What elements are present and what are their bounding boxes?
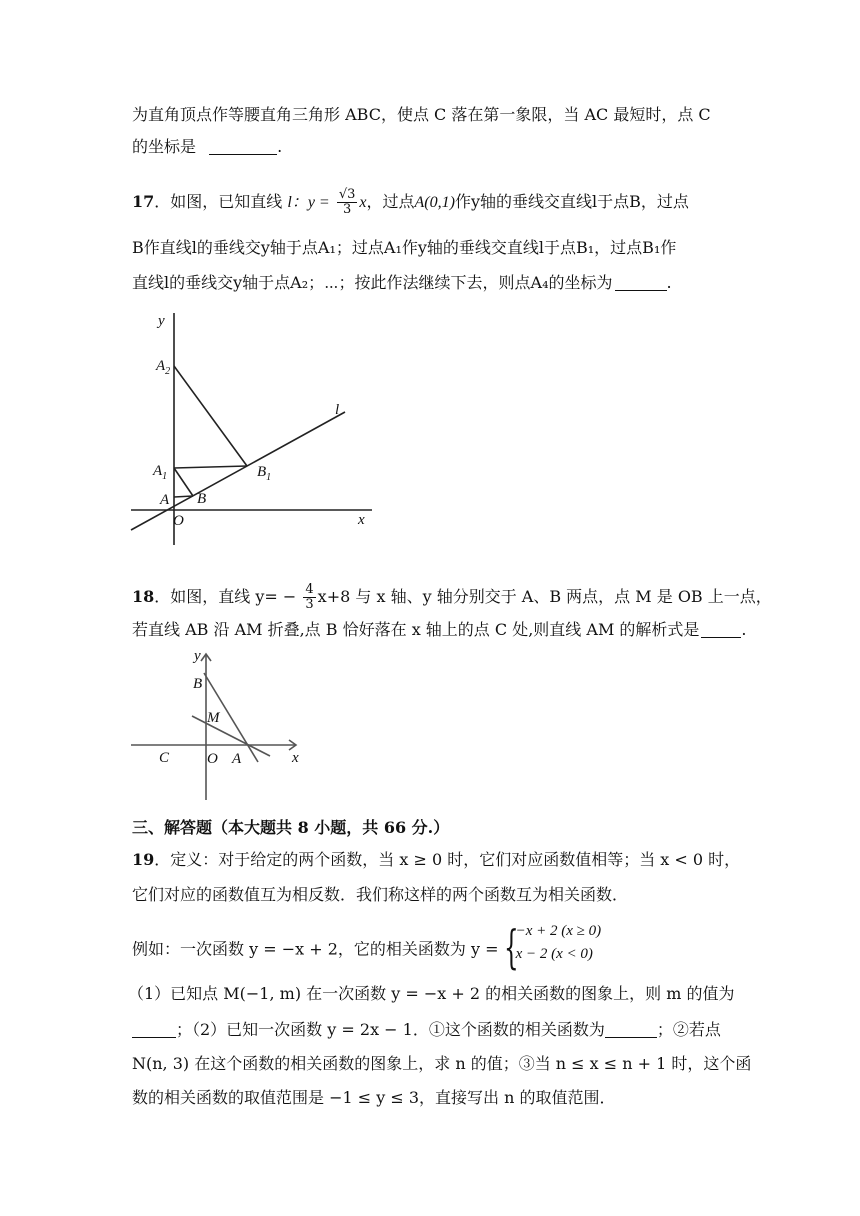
fraction-numerator: √3 <box>338 187 356 202</box>
label-y: y <box>158 313 165 329</box>
q16-line-2-prefix: 的坐标是 <box>132 137 197 156</box>
q16-line-1: 为直角顶点作等腰直角三角形 ABC，使点 C 落在第一象限，当 AC 最短时，点 C <box>132 105 711 124</box>
label-b: B <box>197 491 207 507</box>
question-number: 17 <box>132 192 155 211</box>
line-am <box>192 716 270 756</box>
fraction-denominator: 3 <box>305 597 314 612</box>
label-b1: $B_1$ <box>257 464 272 483</box>
label-o: O <box>173 513 184 529</box>
label-y: y <box>194 648 201 664</box>
label-x: x <box>358 512 365 528</box>
q19-line-3 <box>132 920 664 974</box>
q17-equation-var: x <box>359 194 367 211</box>
fraction-numerator: 4 <box>305 582 314 597</box>
q18-line-2-text: 若直线 AB 沿 AM 折叠,点 B 恰好落在 x 轴上的点 C 处,则直线 AM 的解析式是 <box>132 620 700 639</box>
q19-line-5 <box>132 1018 721 1042</box>
fraction-denominator: 3 <box>342 202 352 217</box>
q17-point-a: A(0,1) <box>414 194 455 211</box>
q17-line-2: B作直线l的垂线交y轴于点A₁；过点A₁作y轴的垂线交直线l于点B₁，过点B₁作 <box>132 238 677 257</box>
q19-example-text: 例如：一次函数 y = −x + 2，它的相关函数为 y = <box>132 939 499 959</box>
q19-line-2: 它们对应的函数值互为相反数．我们称这样的两个函数互为相关函数． <box>132 885 629 904</box>
q19-line-5-b: ；②若点 <box>656 1020 721 1039</box>
label-b: B <box>193 676 203 692</box>
case-2: x − 2 (x < 0) <box>515 946 593 962</box>
label-l: l <box>335 402 340 418</box>
case-1: −x + 2 (x ≥ 0) <box>515 923 602 939</box>
q17-line-3-end: . <box>666 273 672 292</box>
q19-line-7: 数的相关函数的取值范围是 −1 ≤ y ≤ 3，直接写出 n 的取值范围． <box>132 1088 616 1107</box>
label-a: A <box>160 492 170 508</box>
q16-line-2-suffix: . <box>277 137 283 156</box>
label-m: M <box>207 710 220 726</box>
q19-line-6: N(n, 3) 在这个函数的相关函数的图象上，求 n 的值；③当 n ≤ x ≤ n + 1 时，这个函 <box>132 1054 752 1073</box>
q19-line-1 <box>132 848 740 872</box>
q17-text-b: ，过点 <box>366 192 415 211</box>
label-x: x <box>292 750 299 766</box>
q18-text-b: x+8 与 x 轴、y 轴分别交于 A、B 两点，点 M 是 OB 上一点， <box>317 587 772 606</box>
label-o: O <box>207 751 218 767</box>
q19-line-1-text: ．定义：对于给定的两个函数，当 x ≥ 0 时，它们对应函数值相等；当 x < 0 时， <box>154 850 741 869</box>
q18-text-a: ．如图，直线 y= − <box>154 587 297 606</box>
answer-blank <box>605 1021 657 1038</box>
q17-equation-lhs: l：y = <box>287 194 330 211</box>
label-a2: $A_2$ <box>156 358 171 377</box>
q17-text-c: 作y轴的垂线交直线l于点B，过点 <box>454 192 689 211</box>
q19-line-4: （1）已知点 M(−1, m) 在一次函数 y = −x + 2 的相关函数的图象上，则 m 的值为 <box>128 984 735 1003</box>
q17-line-3-text: 直线l的垂线交y轴于点A₂；⋯；按此作法继续下去，则点A₄的坐标为 <box>132 273 613 292</box>
q18-line-2-end: . <box>741 620 747 639</box>
section-heading: 三、解答题（本大题共 8 小题，共 66 分.） <box>132 818 450 837</box>
question-number: 18 <box>132 587 155 606</box>
q19-line-5-a: ；（2）已知一次函数 y = 2x − 1．①这个函数的相关函数为 <box>176 1020 605 1039</box>
question-number: 19 <box>132 850 155 869</box>
q17-text-a: ．如图，已知直线 <box>154 192 283 211</box>
label-a: A <box>232 751 242 767</box>
piecewise-function <box>503 920 664 974</box>
brace-glyph: { <box>503 920 519 974</box>
answer-blank <box>132 1021 176 1038</box>
label-c: C <box>159 750 170 766</box>
label-a1: $A_1$ <box>153 463 168 482</box>
